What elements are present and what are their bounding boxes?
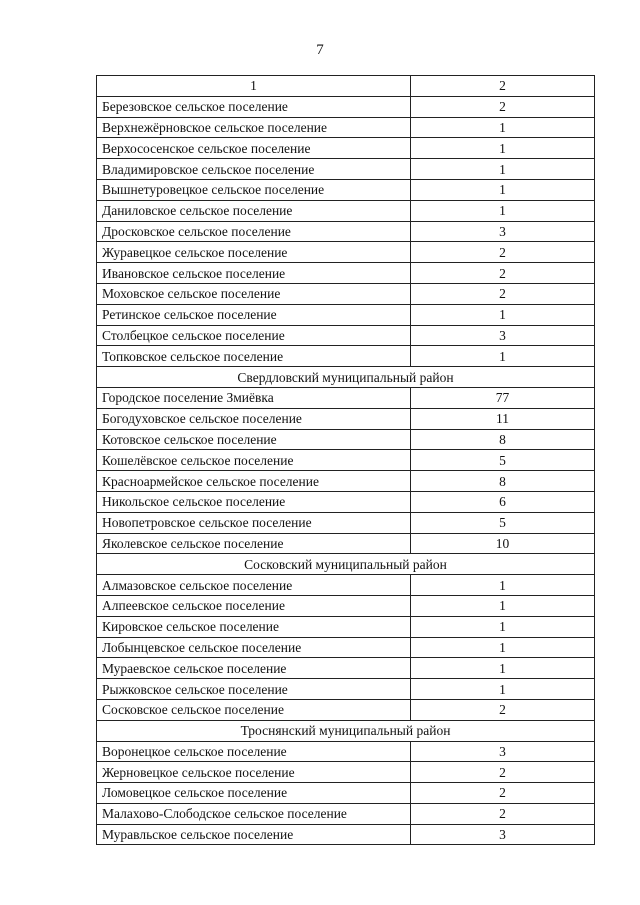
table-row xyxy=(97,159,595,180)
settlement-value: 1 xyxy=(411,658,595,679)
settlement-value: 5 xyxy=(411,512,595,533)
table-row xyxy=(97,595,595,616)
settlement-value: 2 xyxy=(411,283,595,304)
table-row xyxy=(97,658,595,679)
settlement-value: 6 xyxy=(411,491,595,512)
settlement-value: 1 xyxy=(411,159,595,180)
settlement-name: Даниловское сельское поселение xyxy=(97,200,411,221)
settlement-value: 1 xyxy=(411,138,595,159)
settlement-name: Лобынцевское сельское поселение xyxy=(97,637,411,658)
settlement-name: Ивановское сельское поселение xyxy=(97,263,411,284)
settlement-name: Котовское сельское поселение xyxy=(97,429,411,450)
table-row xyxy=(97,179,595,200)
settlement-value: 3 xyxy=(411,824,595,845)
settlement-value: 10 xyxy=(411,533,595,554)
settlement-value: 1 xyxy=(411,179,595,200)
table-row xyxy=(97,533,595,554)
settlement-name: Яколевское сельское поселение xyxy=(97,533,411,554)
settlement-name: Ломовецкое сельское поселение xyxy=(97,783,411,804)
header-col-1: 1 xyxy=(97,76,411,97)
table-row xyxy=(97,491,595,512)
settlement-value: 2 xyxy=(411,803,595,824)
settlement-value: 2 xyxy=(411,263,595,284)
settlement-name: Березовское сельское поселение xyxy=(97,96,411,117)
table-row xyxy=(97,512,595,533)
settlement-value: 1 xyxy=(411,679,595,700)
table-row xyxy=(97,387,595,408)
table-row xyxy=(97,325,595,346)
settlement-value: 1 xyxy=(411,200,595,221)
settlement-value: 2 xyxy=(411,762,595,783)
settlements-table xyxy=(96,75,595,845)
settlement-value: 2 xyxy=(411,699,595,720)
settlement-value: 1 xyxy=(411,616,595,637)
settlement-name: Муравльское сельское поселение xyxy=(97,824,411,845)
table-row xyxy=(97,637,595,658)
settlement-value: 3 xyxy=(411,221,595,242)
settlement-name: Моховское сельское поселение xyxy=(97,283,411,304)
settlement-name: Верхнежёрновское сельское поселение xyxy=(97,117,411,138)
table-row xyxy=(97,200,595,221)
table-row xyxy=(97,429,595,450)
settlement-value: 1 xyxy=(411,595,595,616)
table-row xyxy=(97,803,595,824)
table-row xyxy=(97,450,595,471)
table-row xyxy=(97,824,595,845)
settlement-value: 1 xyxy=(411,346,595,367)
settlement-name: Кировское сельское поселение xyxy=(97,616,411,637)
settlement-value: 1 xyxy=(411,304,595,325)
table-row xyxy=(97,408,595,429)
district-section-row xyxy=(97,367,595,388)
settlement-value: 1 xyxy=(411,575,595,596)
table-header-row xyxy=(97,76,595,97)
table-row xyxy=(97,346,595,367)
settlement-value: 2 xyxy=(411,242,595,263)
settlement-value: 2 xyxy=(411,783,595,804)
settlement-name: Владимировское сельское поселение xyxy=(97,159,411,180)
settlement-value: 11 xyxy=(411,408,595,429)
district-section-row xyxy=(97,720,595,741)
settlement-name: Жерновецкое сельское поселение xyxy=(97,762,411,783)
table-row xyxy=(97,762,595,783)
table-row xyxy=(97,242,595,263)
table-row xyxy=(97,263,595,284)
district-name: Свердловский муниципальный район xyxy=(97,367,595,388)
settlement-name: Мураевское сельское поселение xyxy=(97,658,411,679)
settlement-name: Воронецкое сельское поселение xyxy=(97,741,411,762)
table-row xyxy=(97,283,595,304)
settlement-value: 1 xyxy=(411,117,595,138)
settlement-value: 8 xyxy=(411,429,595,450)
table-row xyxy=(97,304,595,325)
settlement-name: Кошелёвское сельское поселение xyxy=(97,450,411,471)
table-row xyxy=(97,575,595,596)
page-number: 7 xyxy=(316,42,324,58)
header-col-2: 2 xyxy=(411,76,595,97)
district-name: Сосковский муниципальный район xyxy=(97,554,595,575)
settlement-name: Сосковское сельское поселение xyxy=(97,699,411,720)
settlement-value: 1 xyxy=(411,637,595,658)
table-row xyxy=(97,616,595,637)
settlement-name: Богодуховское сельское поселение xyxy=(97,408,411,429)
table-row xyxy=(97,679,595,700)
settlement-value: 8 xyxy=(411,471,595,492)
district-section-row xyxy=(97,554,595,575)
table-row xyxy=(97,221,595,242)
settlement-name: Вышнетуровецкое сельское поселение xyxy=(97,179,411,200)
settlement-name: Новопетровское сельское поселение xyxy=(97,512,411,533)
settlement-name: Красноармейское сельское поселение xyxy=(97,471,411,492)
table-row xyxy=(97,699,595,720)
table-row xyxy=(97,96,595,117)
settlement-name: Городское поселение Змиёвка xyxy=(97,387,411,408)
settlement-name: Верхососенское сельское поселение xyxy=(97,138,411,159)
settlement-name: Журавецкое сельское поселение xyxy=(97,242,411,263)
settlement-name: Никольское сельское поселение xyxy=(97,491,411,512)
settlement-name: Рыжковское сельское поселение xyxy=(97,679,411,700)
table-row xyxy=(97,471,595,492)
settlement-name: Ретинское сельское поселение xyxy=(97,304,411,325)
table-row xyxy=(97,783,595,804)
settlement-name: Дросковское сельское поселение xyxy=(97,221,411,242)
settlement-value: 3 xyxy=(411,741,595,762)
table-row xyxy=(97,138,595,159)
settlement-value: 2 xyxy=(411,96,595,117)
settlement-name: Малахово-Слободское сельское поселение xyxy=(97,803,411,824)
district-name: Троснянский муниципальный район xyxy=(97,720,595,741)
settlement-value: 77 xyxy=(411,387,595,408)
settlement-name: Топковское сельское поселение xyxy=(97,346,411,367)
table-row xyxy=(97,741,595,762)
settlement-name: Алмазовское сельское поселение xyxy=(97,575,411,596)
settlement-value: 5 xyxy=(411,450,595,471)
settlement-name: Столбецкое сельское поселение xyxy=(97,325,411,346)
settlement-name: Алпеевское сельское поселение xyxy=(97,595,411,616)
settlement-value: 3 xyxy=(411,325,595,346)
table-row xyxy=(97,117,595,138)
